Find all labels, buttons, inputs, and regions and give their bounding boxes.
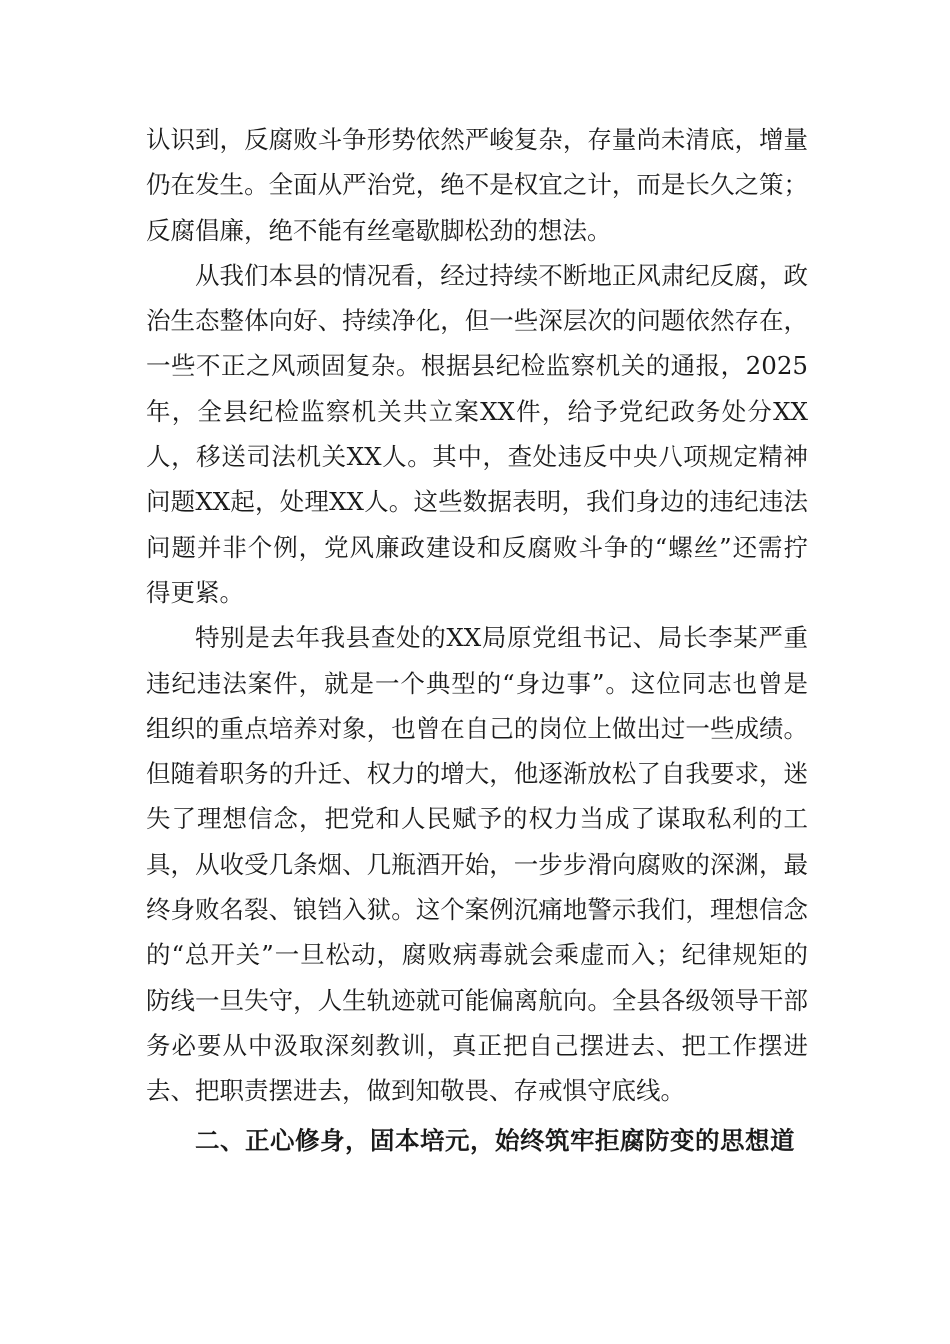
paragraph-case-warning: 特别是去年我县查处的XX局原党组书记、局长李某严重违纪违法案件，就是一个典型的“身边事”。这位同志也曾是组织的重点培养对象，也曾在自己的岗位上做出过一些成绩。但随着职务的升迁、权力的增大，他逐渐放松了自我要求，迷失了理想信念，把党和人民赋予的权力当成了谋取私利的工具，从收受几条烟、几瓶酒开始，一步步滑向腐败的深渊，最终身败名裂、锒铛入狱。这个案例沉痛地警示我们，理想信念的“总开关”一旦松动，腐败病毒就会乘虚而入；纪律规矩的防线一旦失守，人生轨迹就可能偏离航向。全县各级领导干部务必要从中汲取深刻教训，真正把自己摆进去、把工作摆进去、把职责摆进去，做到知敬畏、存戒惧守底线。 xyxy=(146,623,808,1106)
paragraph-continuation: 认识到，反腐败斗争形势依然严峻复杂，存量尚未清底，增量仍在发生。全面从严治党，绝不是权宜之计，而是长久之策；反腐倡廉，绝不能有丝毫歇脚松劲的想法。 xyxy=(146,125,808,245)
section-heading: 二、正心修身，固本培元，始终筑牢拒腐防变的思想道 xyxy=(195,1125,795,1155)
paragraph-county-situation: 从我们本县的情况看，经过持续不断地正风肃纪反腐，政治生态整体向好、持续净化，但一些深层次的问题依然存在，一些不正之风顽固复杂。根据县纪检监察机关的通报，2025年，全县纪检监察机关共立案XX件，给予党纪政务处分XX人，移送司法机关XX人。其中，查处违反中央八项规定精神问题XX起，处理XX人。这些数据表明，我们身边的违纪违法问题并非个例，党风廉政建设和反腐败斗争的“螺丝”还需拧得更紧。 xyxy=(146,260,808,607)
document-page xyxy=(146,117,808,1163)
